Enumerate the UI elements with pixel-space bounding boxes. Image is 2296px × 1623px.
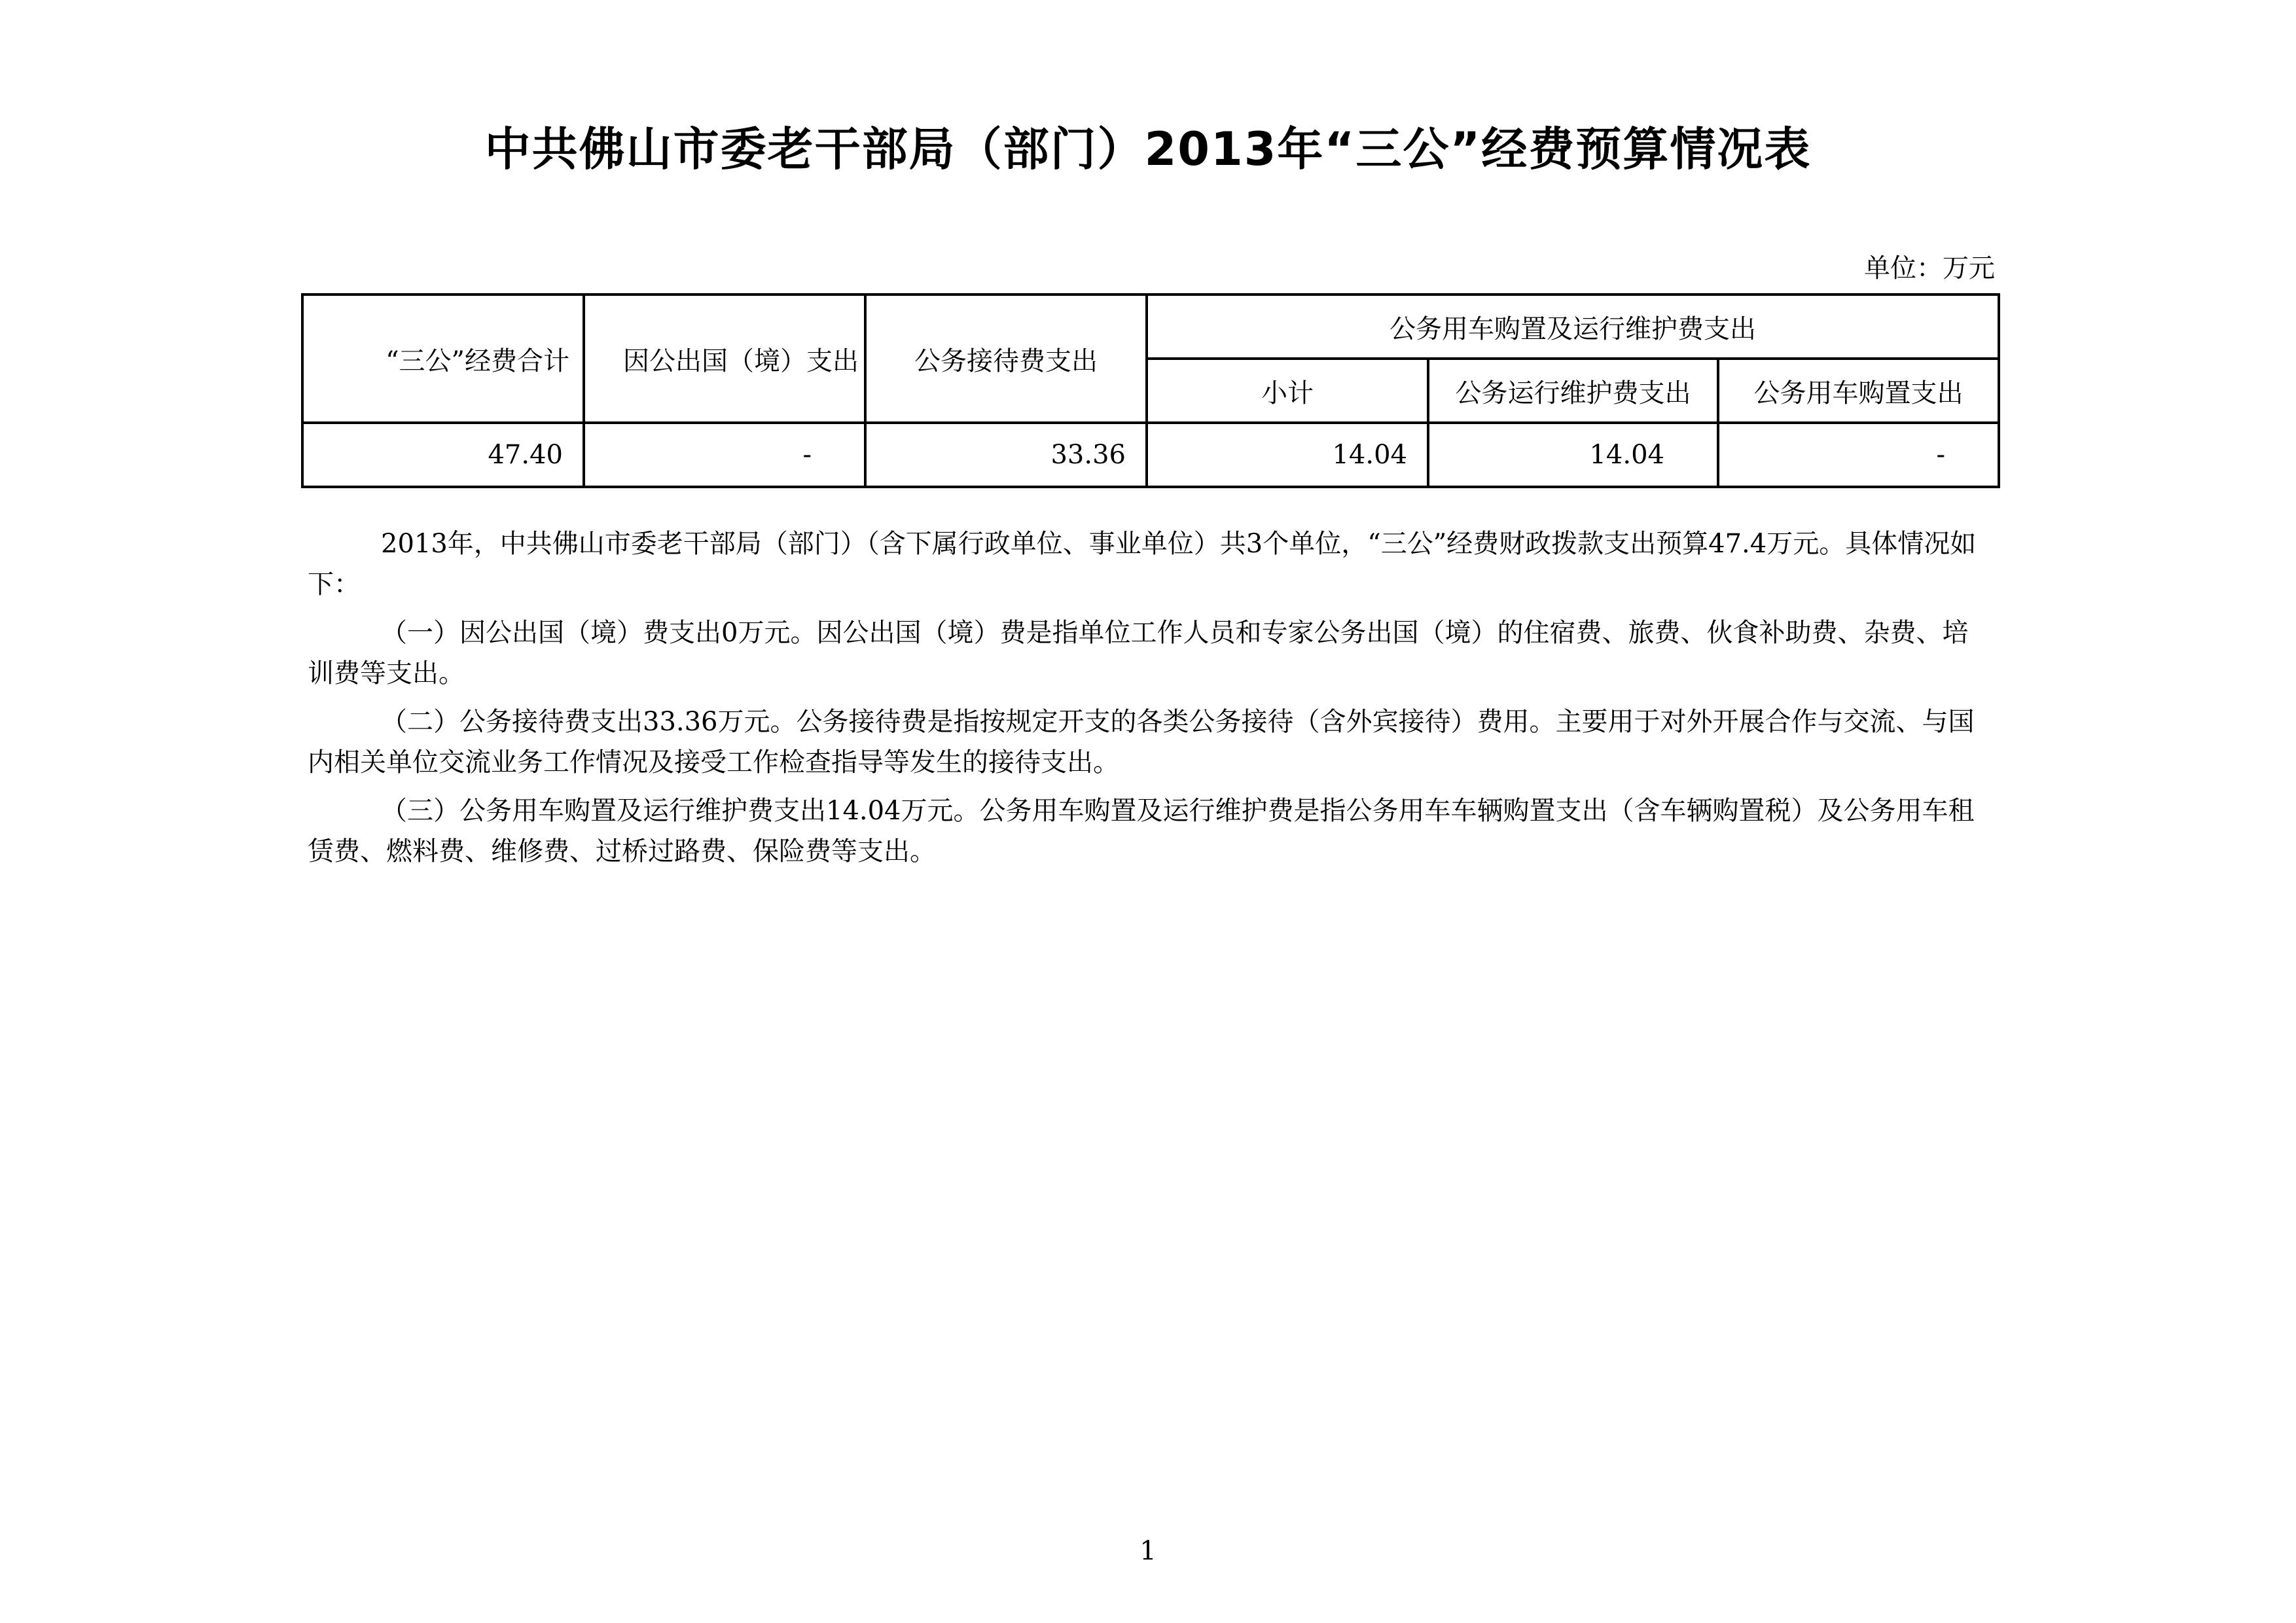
table-header-row xyxy=(302,294,1999,359)
header-vehicle-group: 公务用车购置及运行维护费支出 xyxy=(1147,294,1999,359)
note-item-1: （一）因公出国（境）费支出0万元。因公出国（境）费是指单位工作人员和专家公务出国（境）的住宿费、旅费、伙食补助费、杂费、培训费等支出。 xyxy=(308,618,1969,688)
header-vehicle-purchase: 公务用车购置支出 xyxy=(1718,359,1999,423)
value-vehicle-subtotal: 14.04 xyxy=(1147,423,1428,487)
header-vehicle-operation: 公务运行维护费支出 xyxy=(1428,359,1718,423)
header-vehicle-subtotal: 小计 xyxy=(1147,359,1428,423)
page-title: 中共佛山市委老干部局（部门）2013年“三公”经费预算情况表 xyxy=(484,122,1812,176)
value-vehicle-operation: 14.04 xyxy=(1428,423,1718,487)
unit-label: 单位：万元 xyxy=(1864,253,1995,283)
page-number: 1 xyxy=(1139,1536,1157,1566)
header-reception: 公务接待费支出 xyxy=(865,294,1147,423)
budget-table xyxy=(301,293,2000,488)
value-abroad: - xyxy=(584,423,865,487)
explanation-notes xyxy=(308,524,1983,880)
note-intro: 2013年，中共佛山市委老干部局（部门）（含下属行政单位、事业单位）共3个单位，“三公”经费财政拨款支出预算47.4万元。具体情况如下： xyxy=(308,529,1977,599)
note-item-2: （二）公务接待费支出33.36万元。公务接待费是指按规定开支的各类公务接待（含外宾接待）费用。主要用于对外开展合作与交流、与国内相关单位交流业务工作情况及接受工作检查指导等发生的接待支出。 xyxy=(308,707,1975,777)
value-reception: 33.36 xyxy=(865,423,1147,487)
header-abroad: 因公出国（境）支出 xyxy=(584,294,865,423)
value-total: 47.40 xyxy=(302,423,584,487)
table-row xyxy=(302,423,1999,487)
header-total: “三公”经费合计 xyxy=(302,294,584,423)
value-vehicle-purchase: - xyxy=(1718,423,1999,487)
note-item-3: （三）公务用车购置及运行维护费支出14.04万元。公务用车购置及运行维护费是指公务用车车辆购置支出（含车辆购置税）及公务用车租赁费、燃料费、维修费、过桥过路费、保险费等支出。 xyxy=(308,796,1975,866)
